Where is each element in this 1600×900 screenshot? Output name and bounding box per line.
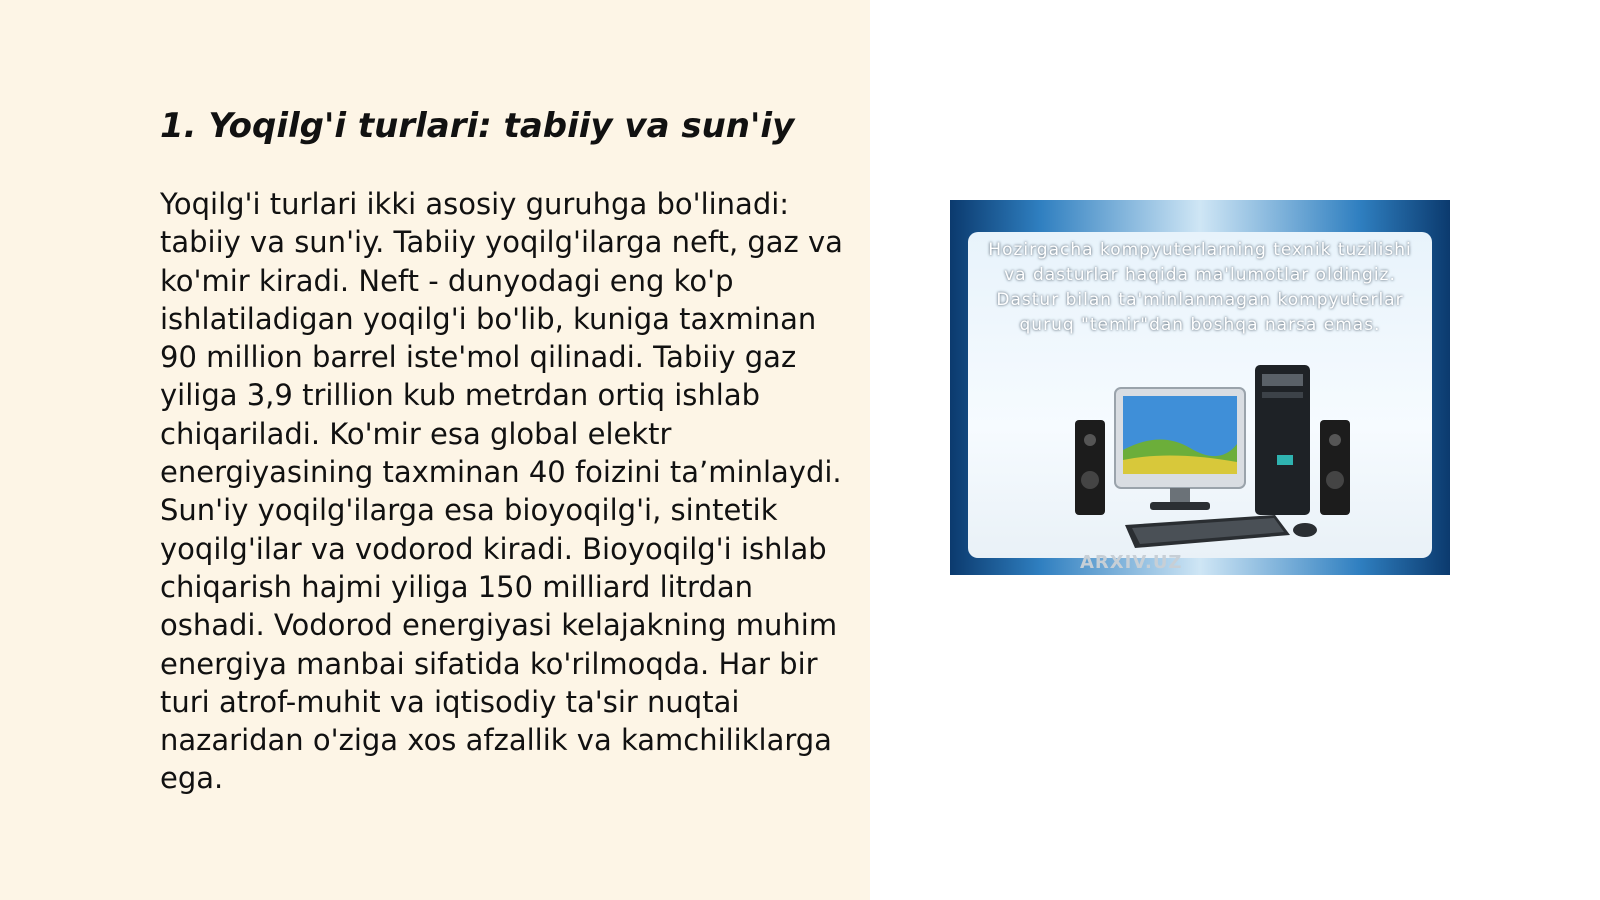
desktop-computer-icon [1070, 360, 1360, 560]
slide-title: 1. Yoqilg'i turlari: tabiiy va sun'iy [160, 106, 795, 146]
image-watermark: ARXIV.UZ [1080, 552, 1183, 573]
image-caption: Hozirgacha kompyuterlarning texnik tuzilishi va dasturlar haqida ma'lumotlar oldingiz. Dastur bilan ta'minlanmagan kompyuterlar quruq "temir"dan boshqa narsa emas. [988, 240, 1412, 335]
computer-illustration-image [950, 200, 1450, 575]
slide-body-text: Yoqilg'i turlari ikki asosiy guruhga bo'linadi: tabiiy va sun'iy. Tabiiy yoqilg'ilarga neft, gaz va ko'mir kiradi. Neft - dunyodagi eng ko'p ishlatiladigan yoqilg'i bo'lib, kuniga taxminan 90 million barrel iste'mol qilinadi. Tabiiy gaz yiliga 3,9 trillion kub metrdan ortiq ishlab chiqariladi. Ko'mir esa global elektr energiyasining taxminan 40 foizini ta’minlaydi. Sun'iy yoqilg'ilarga esa bioyoqilg'i, sintetik yoqilg'ilar va vodorod kiradi. Bioyoqilg'i ishlab chiqarish hajmi yiliga 150 milliard litrdan oshadi. Vodorod energiyasi kelajakning muhim energiya manbai sifatida ko'rilmoqda. Har bir turi atrof-muhit va iqtisodiy ta'sir nuqtai nazaridan o'ziga xos afzallik va kamchiliklarga ega. [160, 187, 843, 796]
